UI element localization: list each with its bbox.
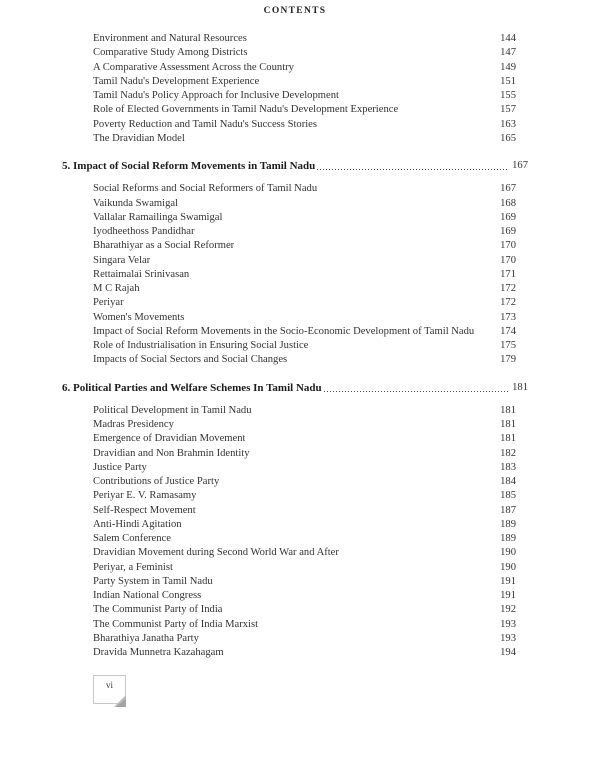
toc-item-row <box>93 461 516 475</box>
toc-entry-label: Role of Elected Governments in Tamil Nadu's Development Experience <box>93 104 399 116</box>
toc-entry-label: Self-Respect Movement <box>93 504 196 516</box>
toc-entry-label: Justice Party <box>93 461 147 473</box>
toc-entry-label: Iyodheethoss Pandidhar <box>93 226 195 237</box>
dot-leader <box>317 169 509 170</box>
toc-entry-page-number: 183 <box>500 461 516 473</box>
toc-entry-label: Dravidian Movement during Second World War and After <box>93 547 339 559</box>
toc-entry-label: Dravidian and Non Brahmin Identity <box>93 447 250 459</box>
toc-entry-label: Party System in Tamil Nadu <box>93 575 213 587</box>
toc-item-row <box>93 618 516 632</box>
toc-entry-page-number: 169 <box>500 211 516 223</box>
folded-corner-icon <box>113 694 127 708</box>
toc-entry-page-number: 181 <box>500 433 516 445</box>
toc-entry-label: Poverty Reduction and Tamil Nadu's Success Stories <box>93 118 317 130</box>
toc-entry-page-number: 167 <box>512 160 528 171</box>
toc-item-row <box>93 561 516 575</box>
table-of-contents <box>62 32 528 660</box>
toc-item-row <box>93 325 516 339</box>
toc-entry-page-number: 189 <box>500 518 516 530</box>
toc-item-row <box>93 239 516 253</box>
footer-page-number: vi <box>105 680 113 690</box>
toc-entry-page-number: 171 <box>500 268 516 280</box>
toc-item-row <box>93 311 516 325</box>
toc-item-row <box>93 132 516 146</box>
toc-entry-page-number: 167 <box>500 183 516 195</box>
page-title: CONTENTS <box>263 6 327 16</box>
toc-entry-label: Impacts of Social Sectors and Social Changes <box>93 354 288 366</box>
toc-entry-label: 6. Political Parties and Welfare Schemes In Tamil Nadu <box>62 381 322 394</box>
dot-leader <box>324 391 509 392</box>
toc-entry-label: Political Development in Tamil Nadu <box>93 404 252 416</box>
toc-item-row <box>93 339 516 353</box>
toc-item-row <box>93 182 516 196</box>
toc-entry-page-number: 187 <box>500 504 516 516</box>
toc-entry-page-number: 168 <box>500 197 516 209</box>
toc-entry-page-number: 181 <box>512 381 528 393</box>
toc-item-row <box>93 518 516 532</box>
toc-item-row <box>93 282 516 296</box>
toc-entry-page-number: 191 <box>500 575 516 587</box>
toc-entry-page-number: 192 <box>500 604 516 616</box>
toc-item-row <box>93 46 516 60</box>
toc-item-row <box>93 89 516 103</box>
toc-item-row <box>93 418 516 432</box>
toc-item-row <box>93 603 516 617</box>
toc-entry-page-number: 169 <box>500 226 516 237</box>
toc-entry-label: Dravida Munnetra Kazahagam <box>93 647 224 658</box>
toc-item-row <box>93 632 516 646</box>
toc-entry-page-number: 189 <box>500 533 516 544</box>
toc-entry-page-number: 181 <box>500 404 516 416</box>
toc-entry-page-number: 182 <box>500 447 516 459</box>
toc-entry-label: Emergence of Dravidian Movement <box>93 433 246 445</box>
toc-entry-label: Environment and Natural Resources <box>93 33 247 44</box>
toc-entry-page-number: 172 <box>500 297 516 309</box>
toc-entry-label: 5. Impact of Social Reform Movements in Tamil Nadu <box>62 160 316 172</box>
toc-item-row <box>93 404 516 418</box>
toc-entry-page-number: 172 <box>500 283 516 294</box>
toc-entry-label: Anti-Hindi Agitation <box>93 518 182 530</box>
toc-entry-label: Periyar, a Feminist <box>93 561 173 573</box>
toc-item-row <box>93 475 516 489</box>
toc-item-row <box>93 211 516 225</box>
toc-entry-page-number: 181 <box>500 419 516 430</box>
toc-item-row <box>93 268 516 282</box>
toc-entry-label: Singara Velar <box>93 254 151 266</box>
toc-item-row <box>93 197 516 211</box>
toc-item-row <box>93 75 516 89</box>
toc-entry-page-number: 163 <box>500 118 516 130</box>
toc-item-row <box>93 254 516 268</box>
toc-entry-label: Vaikunda Swamigal <box>93 197 179 209</box>
toc-entry-label: Salem Conference <box>93 533 171 544</box>
toc-section-row <box>62 159 528 173</box>
toc-entry-label: Periyar <box>93 297 124 309</box>
toc-entry-page-number: 190 <box>500 561 516 573</box>
toc-entry-page-number: 194 <box>500 647 516 658</box>
toc-item-row <box>93 61 516 75</box>
toc-entry-page-number: 173 <box>500 311 516 323</box>
toc-entry-label: Impact of Social Reform Movements in the Socio-Economic Development of Tamil Nadu <box>93 325 475 337</box>
toc-entry-label: The Communist Party of India <box>93 604 223 616</box>
toc-entry-label: Bharathiyar as a Social Reformer <box>93 240 235 252</box>
toc-entry-label: The Dravidian Model <box>93 132 185 144</box>
toc-entry-page-number: 193 <box>500 632 516 644</box>
toc-item-row <box>93 118 516 132</box>
toc-item-row <box>93 432 516 446</box>
toc-item-row <box>93 589 516 603</box>
toc-entry-label: Madras Presidency <box>93 419 174 430</box>
toc-entry-label: Comparative Study Among Districts <box>93 47 248 59</box>
toc-entry-label: Role of Industrialisation in Ensuring Social Justice <box>93 340 309 351</box>
toc-entry-page-number: 151 <box>500 75 516 87</box>
toc-entry-label: Rettaimalai Srinivasan <box>93 268 190 280</box>
toc-entry-label: Bharathiya Janatha Party <box>93 632 199 644</box>
toc-entry-label: Social Reforms and Social Reformers of Tamil Nadu <box>93 183 318 195</box>
toc-item-row <box>93 546 516 560</box>
toc-entry-page-number: 149 <box>500 61 516 73</box>
toc-entry-label: Indian National Congress <box>93 590 202 601</box>
toc-entry-label: Tamil Nadu's Development Experience <box>93 75 260 87</box>
toc-entry-label: Contributions of Justice Party <box>93 476 220 487</box>
toc-entry-page-number: 147 <box>500 47 516 59</box>
toc-entry-label: Vallalar Ramailinga Swamigal <box>93 211 223 223</box>
toc-item-row <box>93 447 516 461</box>
toc-item-row <box>93 504 516 518</box>
toc-item-row <box>93 353 516 367</box>
toc-entry-label: Tamil Nadu's Policy Approach for Inclusive Development <box>93 90 339 101</box>
toc-item-row <box>93 103 516 117</box>
toc-item-row <box>93 532 516 546</box>
toc-item-row <box>93 646 516 660</box>
toc-entry-label: Periyar E. V. Ramasamy <box>93 490 197 502</box>
toc-section-row <box>62 381 528 395</box>
toc-entry-page-number: 170 <box>500 254 516 266</box>
toc-entry-page-number: 165 <box>500 132 516 144</box>
toc-entry-page-number: 190 <box>500 547 516 559</box>
toc-entry-page-number: 191 <box>500 590 516 601</box>
toc-item-row <box>93 32 516 46</box>
toc-entry-page-number: 193 <box>500 618 516 630</box>
toc-entry-page-number: 184 <box>500 476 516 487</box>
toc-entry-label: A Comparative Assessment Across the Country <box>93 61 294 73</box>
toc-entry-page-number: 175 <box>500 340 516 351</box>
toc-entry-label: The Communist Party of India Marxist <box>93 618 259 630</box>
toc-item-row <box>93 489 516 503</box>
toc-entry-page-number: 185 <box>500 490 516 502</box>
toc-item-row <box>93 575 516 589</box>
toc-item-row <box>93 296 516 310</box>
toc-entry-page-number: 155 <box>500 90 516 101</box>
toc-entry-page-number: 144 <box>500 33 516 44</box>
toc-item-row <box>93 225 516 239</box>
toc-entry-label: M C Rajah <box>93 283 140 294</box>
toc-entry-label: Women's Movements <box>93 311 185 323</box>
toc-entry-page-number: 174 <box>500 325 516 337</box>
toc-entry-page-number: 170 <box>500 240 516 252</box>
footer-page-number-tab <box>93 675 126 704</box>
toc-entry-page-number: 157 <box>500 104 516 116</box>
toc-entry-page-number: 179 <box>500 354 516 366</box>
